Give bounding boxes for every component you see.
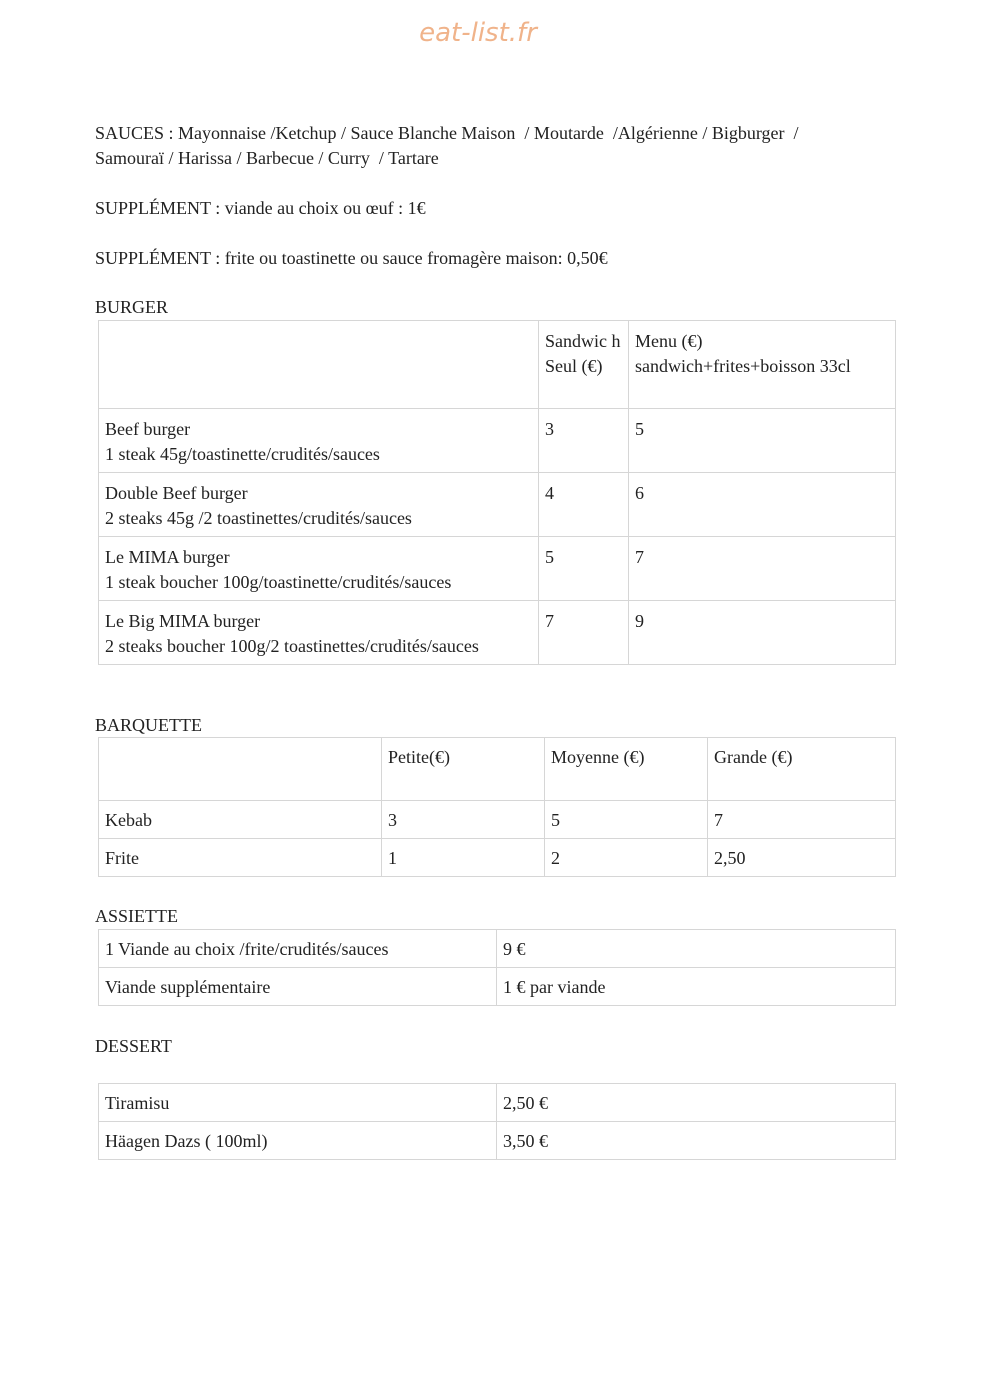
barquette-price-moyenne: 5 — [545, 801, 708, 839]
burger-item-name: Double Beef burger — [105, 483, 248, 503]
burger-item-desc: 2 steaks boucher 100g/2 toastinettes/crudités/sauces — [105, 636, 479, 656]
burger-item-name: Le MIMA burger — [105, 547, 230, 567]
barquette-table — [98, 737, 896, 877]
burger-price-seul: 5 — [539, 537, 629, 601]
burger-price-menu: 6 — [629, 473, 896, 537]
dessert-heading: DESSERT — [95, 1036, 172, 1056]
burger-price-seul: 3 — [539, 409, 629, 473]
dessert-item-price: 2,50 € — [497, 1084, 896, 1122]
dessert-item-name: Tiramisu — [99, 1084, 497, 1122]
dessert-table — [98, 1083, 896, 1160]
burger-item-name: Beef burger — [105, 419, 191, 439]
burger-item-desc: 1 steak 45g/toastinette/crudités/sauces — [105, 444, 380, 464]
burger-price-menu: 5 — [629, 409, 896, 473]
barquette-price-petite: 3 — [382, 801, 545, 839]
burger-col-menu-detail: sandwich+frites+boisson 33cl — [635, 356, 851, 376]
dessert-item-price: 3,50 € — [497, 1122, 896, 1160]
barquette-header-row — [99, 738, 896, 801]
assiette-item-name: 1 Viande au choix /frite/crudités/sauces — [99, 930, 497, 968]
barquette-col-grande: Grande (€) — [708, 738, 896, 801]
dessert-item-name: Häagen Dazs ( 100ml) — [99, 1122, 497, 1160]
burger-item — [99, 409, 539, 473]
barquette-price-petite: 1 — [382, 839, 545, 877]
table-row — [99, 409, 896, 473]
table-row — [99, 473, 896, 537]
burger-table — [98, 320, 896, 665]
supplement-meat-egg: SUPPLÉMENT : viande au choix ou œuf : 1€ — [95, 198, 426, 218]
sauces-line-2: Samouraï / Harissa / Barbecue / Curry / Tartare — [95, 148, 439, 168]
barquette-header-empty — [99, 738, 382, 801]
barquette-col-moyenne: Moyenne (€) — [545, 738, 708, 801]
assiette-item-price: 1 € par viande — [497, 968, 896, 1006]
burger-item — [99, 537, 539, 601]
assiette-heading: ASSIETTE — [95, 906, 178, 926]
burger-item — [99, 473, 539, 537]
burger-price-seul: 7 — [539, 601, 629, 665]
table-row — [99, 968, 896, 1006]
table-row — [99, 1084, 896, 1122]
burger-item-name: Le Big MIMA burger — [105, 611, 261, 631]
assiette-table — [98, 929, 896, 1006]
burger-heading: BURGER — [95, 297, 169, 317]
barquette-item-name: Kebab — [99, 801, 382, 839]
burger-col-menu-title: Menu (€) — [635, 331, 703, 351]
site-watermark: eat-list.fr — [419, 18, 537, 48]
burger-item — [99, 601, 539, 665]
burger-col-menu — [629, 321, 896, 409]
barquette-heading: BARQUETTE — [95, 715, 202, 735]
table-row — [99, 601, 896, 665]
table-row — [99, 839, 896, 877]
barquette-col-petite: Petite(€) — [382, 738, 545, 801]
barquette-price-moyenne: 2 — [545, 839, 708, 877]
burger-header-empty — [99, 321, 539, 409]
barquette-price-grande: 2,50 — [708, 839, 896, 877]
burger-price-menu: 7 — [629, 537, 896, 601]
burger-item-desc: 2 steaks 45g /2 toastinettes/crudités/sauces — [105, 508, 412, 528]
burger-price-seul: 4 — [539, 473, 629, 537]
barquette-item-name: Frite — [99, 839, 382, 877]
table-row — [99, 801, 896, 839]
burger-item-desc: 1 steak boucher 100g/toastinette/crudités/sauces — [105, 572, 452, 592]
burger-price-menu: 9 — [629, 601, 896, 665]
table-row — [99, 537, 896, 601]
supplement-fries-sauce: SUPPLÉMENT : frite ou toastinette ou sauce fromagère maison: 0,50€ — [95, 248, 608, 268]
assiette-item-price: 9 € — [497, 930, 896, 968]
assiette-item-name: Viande supplémentaire — [99, 968, 497, 1006]
burger-header-row — [99, 321, 896, 409]
sauces-line-1: SAUCES : Mayonnaise /Ketchup / Sauce Blanche Maison / Moutarde /Algérienne / Bigburger / — [95, 123, 799, 143]
table-row — [99, 1122, 896, 1160]
barquette-price-grande: 7 — [708, 801, 896, 839]
burger-col-seul: Sandwic h Seul (€) — [539, 321, 629, 409]
table-row — [99, 930, 896, 968]
